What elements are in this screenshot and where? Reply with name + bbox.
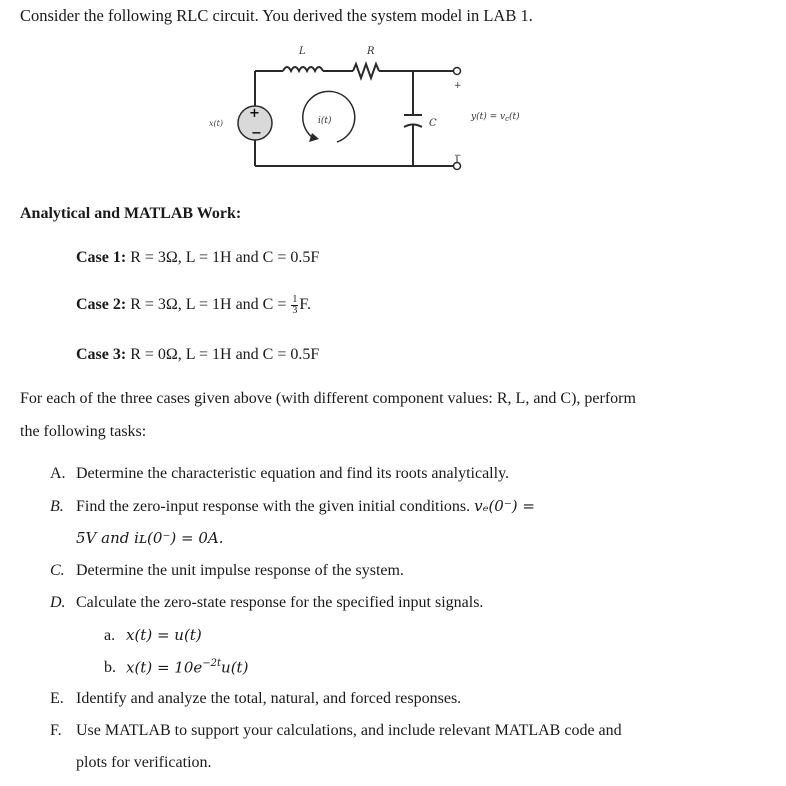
case-3-text: R = 0Ω, L = 1H and C = 0.5F xyxy=(130,346,320,363)
case-3-label: Case 3: xyxy=(76,346,127,363)
case-2-text: R = 3Ω, L = 1H and C = xyxy=(130,296,291,314)
label-R: R xyxy=(367,46,375,57)
task-d-b-label: b. xyxy=(104,659,116,677)
label-i: i(t) xyxy=(318,116,332,126)
task-d-b-exponent: −2t xyxy=(202,658,222,669)
terminal-bottom xyxy=(454,163,461,170)
case-1 xyxy=(76,249,319,267)
rlc-circuit-diagram xyxy=(195,38,555,178)
case-2-label: Case 2: xyxy=(76,296,127,314)
task-d-b-math: x(t) = 10e xyxy=(126,658,203,677)
resistor-zigzag xyxy=(353,64,379,78)
task-d-a-math: x(t) = u(t) xyxy=(126,626,202,644)
case-2-tail: F. xyxy=(299,296,311,314)
task-f-text: Use MATLAB to support your calculations, and include relevant MATLAB code and xyxy=(76,722,622,739)
case-1-label: Case 1: xyxy=(76,249,127,266)
case-2-fraction: $\frac{1}{3}$ xyxy=(292,294,298,316)
current-arrowhead xyxy=(309,133,319,142)
inductor-coil xyxy=(283,67,323,71)
task-b-text: Find the zero-input response with the given initial conditions. xyxy=(76,498,475,515)
task-a-label: A. xyxy=(50,465,66,482)
terminal-minus-label: − xyxy=(454,151,462,161)
paragraph-line-1: For each of the three cases given above (with different component values: R, L, and C), perform xyxy=(20,390,636,407)
label-L: L xyxy=(299,46,306,57)
task-f xyxy=(50,722,622,740)
case-1-text: R = 3Ω, L = 1H and C = 0.5F xyxy=(130,249,320,266)
case-2 xyxy=(76,295,311,316)
task-d-b-tail: u(t) xyxy=(221,658,249,677)
task-c-text: Determine the unit impulse response of the system. xyxy=(76,562,404,579)
task-d-a-label: a. xyxy=(104,627,116,644)
task-b-label: B. xyxy=(50,498,64,515)
task-a-text: Determine the characteristic equation and find its roots analytically. xyxy=(76,465,510,482)
task-c xyxy=(50,562,404,580)
task-e xyxy=(50,690,461,708)
intro-text: Consider the following RLC circuit. You derived the system model in LAB 1. xyxy=(20,6,533,25)
label-x: x(t) xyxy=(209,119,223,128)
task-f-label: F. xyxy=(50,722,62,739)
task-e-label: E. xyxy=(50,690,64,707)
terminal-top xyxy=(454,68,461,75)
task-e-text: Identify and analyze the total, natural, and forced responses. xyxy=(76,690,462,707)
task-a xyxy=(50,465,509,483)
terminal-plus-label: + xyxy=(454,81,462,91)
label-C: C xyxy=(429,118,437,129)
task-d xyxy=(50,594,483,612)
task-c-label: C. xyxy=(50,562,65,579)
task-b-math: vₑ(0⁻) = xyxy=(474,497,535,515)
section-title: Analytical and MATLAB Work: xyxy=(20,205,242,222)
label-y: $y(t) = v_c(t)$ xyxy=(471,112,520,123)
task-b xyxy=(50,497,535,516)
paragraph-line-2: the following tasks: xyxy=(20,423,147,440)
task-d-a xyxy=(104,626,202,645)
source-minus: − xyxy=(251,126,262,141)
task-d-label: D. xyxy=(50,594,66,611)
task-d-b xyxy=(104,658,248,677)
source-plus: + xyxy=(249,106,260,121)
task-b-continuation: 5V and iʟ(0⁻) = 0A. xyxy=(76,529,224,547)
task-f-continuation: plots for verification. xyxy=(76,754,212,771)
task-d-text: Calculate the zero-state response for the specified input signals. xyxy=(76,594,484,611)
case-3 xyxy=(76,346,319,364)
